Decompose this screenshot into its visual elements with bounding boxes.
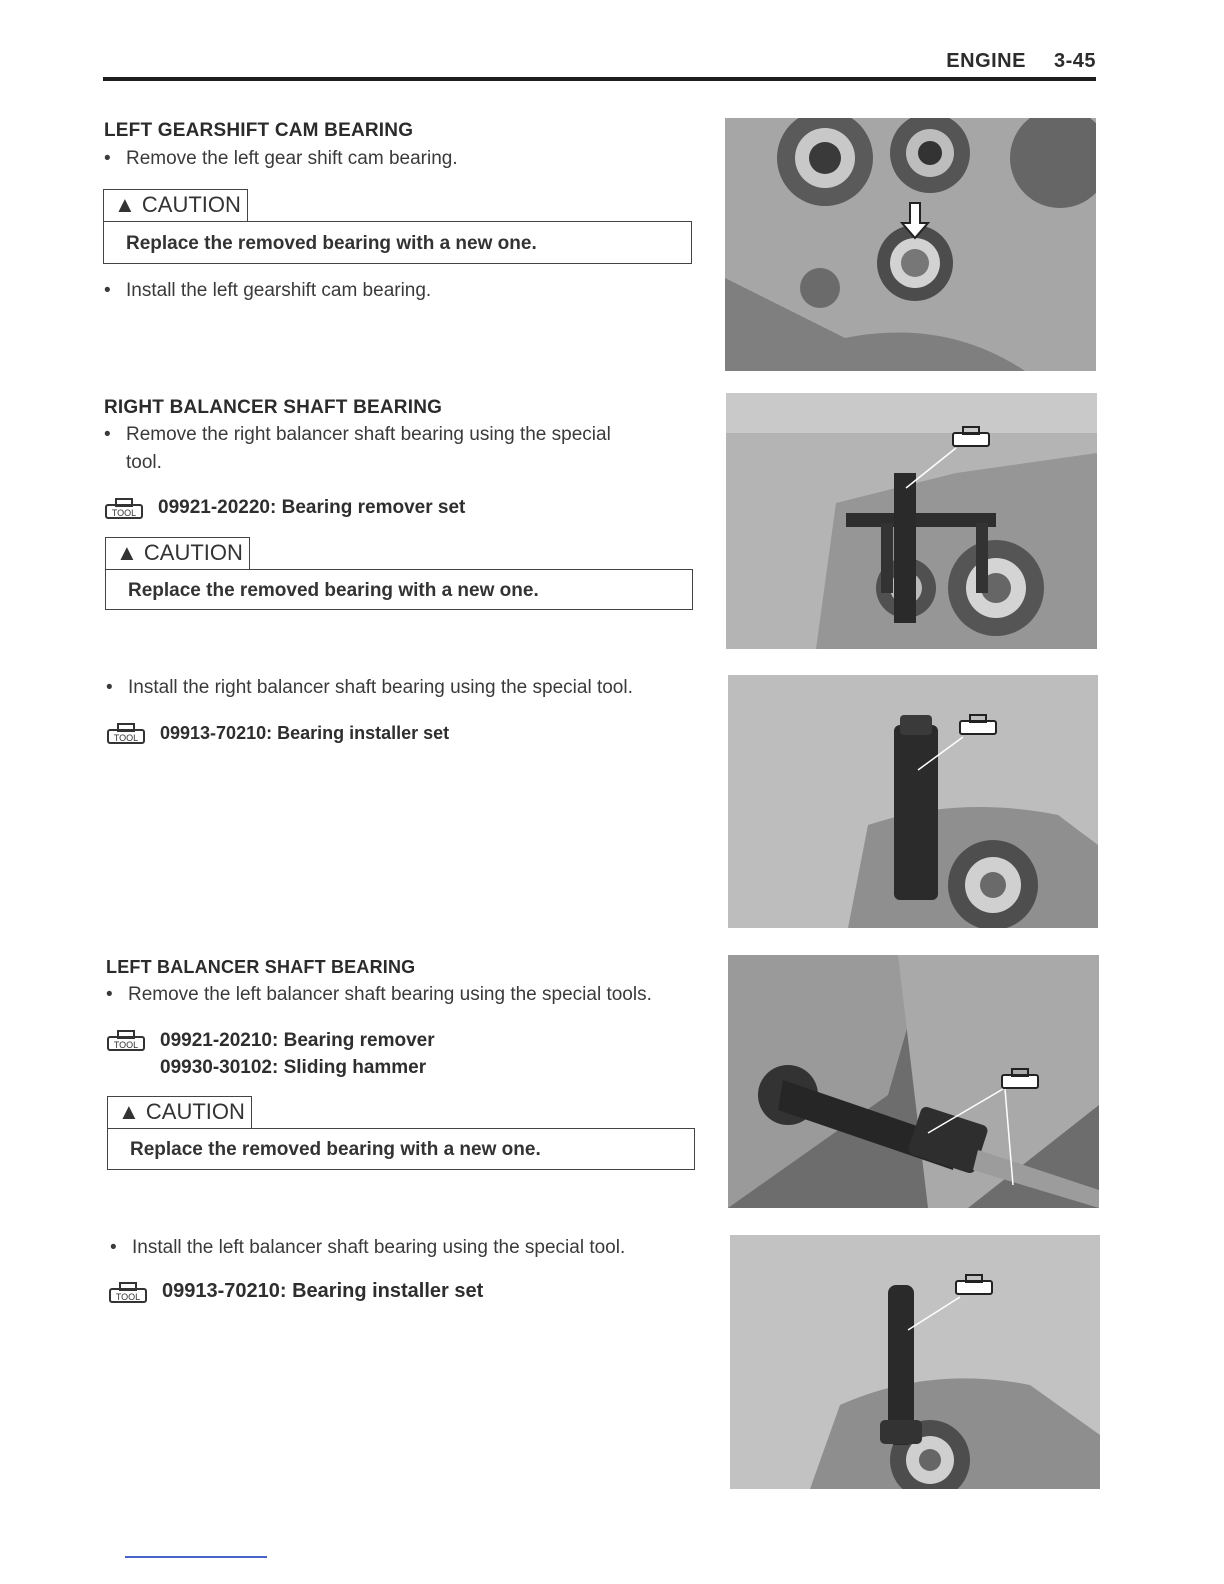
step-install-gearshift: • Install the left gearshift cam bearing.	[104, 280, 432, 301]
caution-box: Replace the removed bearing with a new one.	[103, 221, 692, 264]
section-title-left-gearshift: LEFT GEARSHIFT CAM BEARING	[104, 120, 414, 141]
tool-bearing-remover-set: 09921-20220: Bearing remover set	[158, 497, 466, 518]
step-remove-left-balancer: • Remove the left balancer shaft bearing using the special tools.	[106, 984, 652, 1005]
tool-icon	[104, 497, 144, 519]
footer-rule	[125, 1556, 267, 1558]
tool-sliding-hammer: 09930-30102: Sliding hammer	[160, 1057, 427, 1078]
warning-icon: ▲	[118, 1099, 140, 1124]
photo-right-balancer-remover	[726, 393, 1097, 649]
page-header	[946, 50, 1096, 73]
step-remove-gearshift: • Remove the left gear shift cam bearing.	[104, 148, 458, 169]
page-number: 3-45	[1053, 50, 1096, 72]
warning-icon: ▲	[116, 540, 138, 565]
photo-left-balancer-installer	[730, 1235, 1100, 1489]
step-remove-right-balancer-cont: tool.	[126, 452, 162, 473]
step-remove-right-balancer: • Remove the right balancer shaft bearing using the special	[104, 424, 611, 445]
caution-label	[103, 189, 248, 221]
caution-label-text: CAUTION	[145, 1099, 245, 1124]
step-text: Install the left gearshift cam bearing.	[126, 280, 432, 301]
step-text: Remove the left gear shift cam bearing.	[126, 148, 458, 169]
section-name: ENGINE	[946, 50, 1026, 72]
tool-bearing-installer-set: 09913-70210: Bearing installer set	[160, 723, 450, 743]
tool-icon	[106, 722, 146, 744]
section-title-right-balancer: RIGHT BALANCER SHAFT BEARING	[104, 397, 443, 418]
tool-icon-label: TOOL	[111, 508, 137, 518]
photo-gearshift-cam-bearing	[725, 118, 1096, 371]
caution-box: Replace the removed bearing with a new one.	[105, 569, 693, 610]
tool-icon-label: TOOL	[113, 1040, 139, 1050]
caution-label-text: CAUTION	[141, 192, 241, 217]
tool-bearing-installer-set-2: 09913-70210: Bearing installer set	[162, 1280, 484, 1302]
warning-icon: ▲	[114, 192, 136, 217]
tool-icon	[108, 1281, 148, 1303]
step-install-right-balancer: • Install the right balancer shaft bearing using the special tool.	[106, 677, 633, 698]
step-text: Remove the left balancer shaft bearing using the special tools.	[128, 984, 652, 1005]
step-install-left-balancer: • Install the left balancer shaft bearing using the special tool.	[110, 1237, 626, 1258]
photo-left-balancer-remover	[728, 955, 1099, 1208]
caution-box: Replace the removed bearing with a new one.	[107, 1128, 695, 1170]
caution-label	[105, 537, 250, 569]
section-title-left-balancer: LEFT BALANCER SHAFT BEARING	[106, 957, 416, 977]
step-text: Install the right balancer shaft bearing using the special tool.	[128, 677, 633, 698]
tool-icon-label: TOOL	[115, 1292, 141, 1302]
step-text: Install the left balancer shaft bearing using the special tool.	[132, 1237, 626, 1258]
tool-icon	[106, 1029, 146, 1051]
tool-icon-label: TOOL	[113, 733, 139, 743]
step-text: Remove the right balancer shaft bearing using the special	[126, 424, 611, 445]
caution-label	[107, 1096, 252, 1128]
photo-right-balancer-installer	[728, 675, 1098, 928]
header-rule	[103, 77, 1096, 81]
caution-label-text: CAUTION	[143, 540, 243, 565]
tool-bearing-remover: 09921-20210: Bearing remover	[160, 1030, 435, 1051]
